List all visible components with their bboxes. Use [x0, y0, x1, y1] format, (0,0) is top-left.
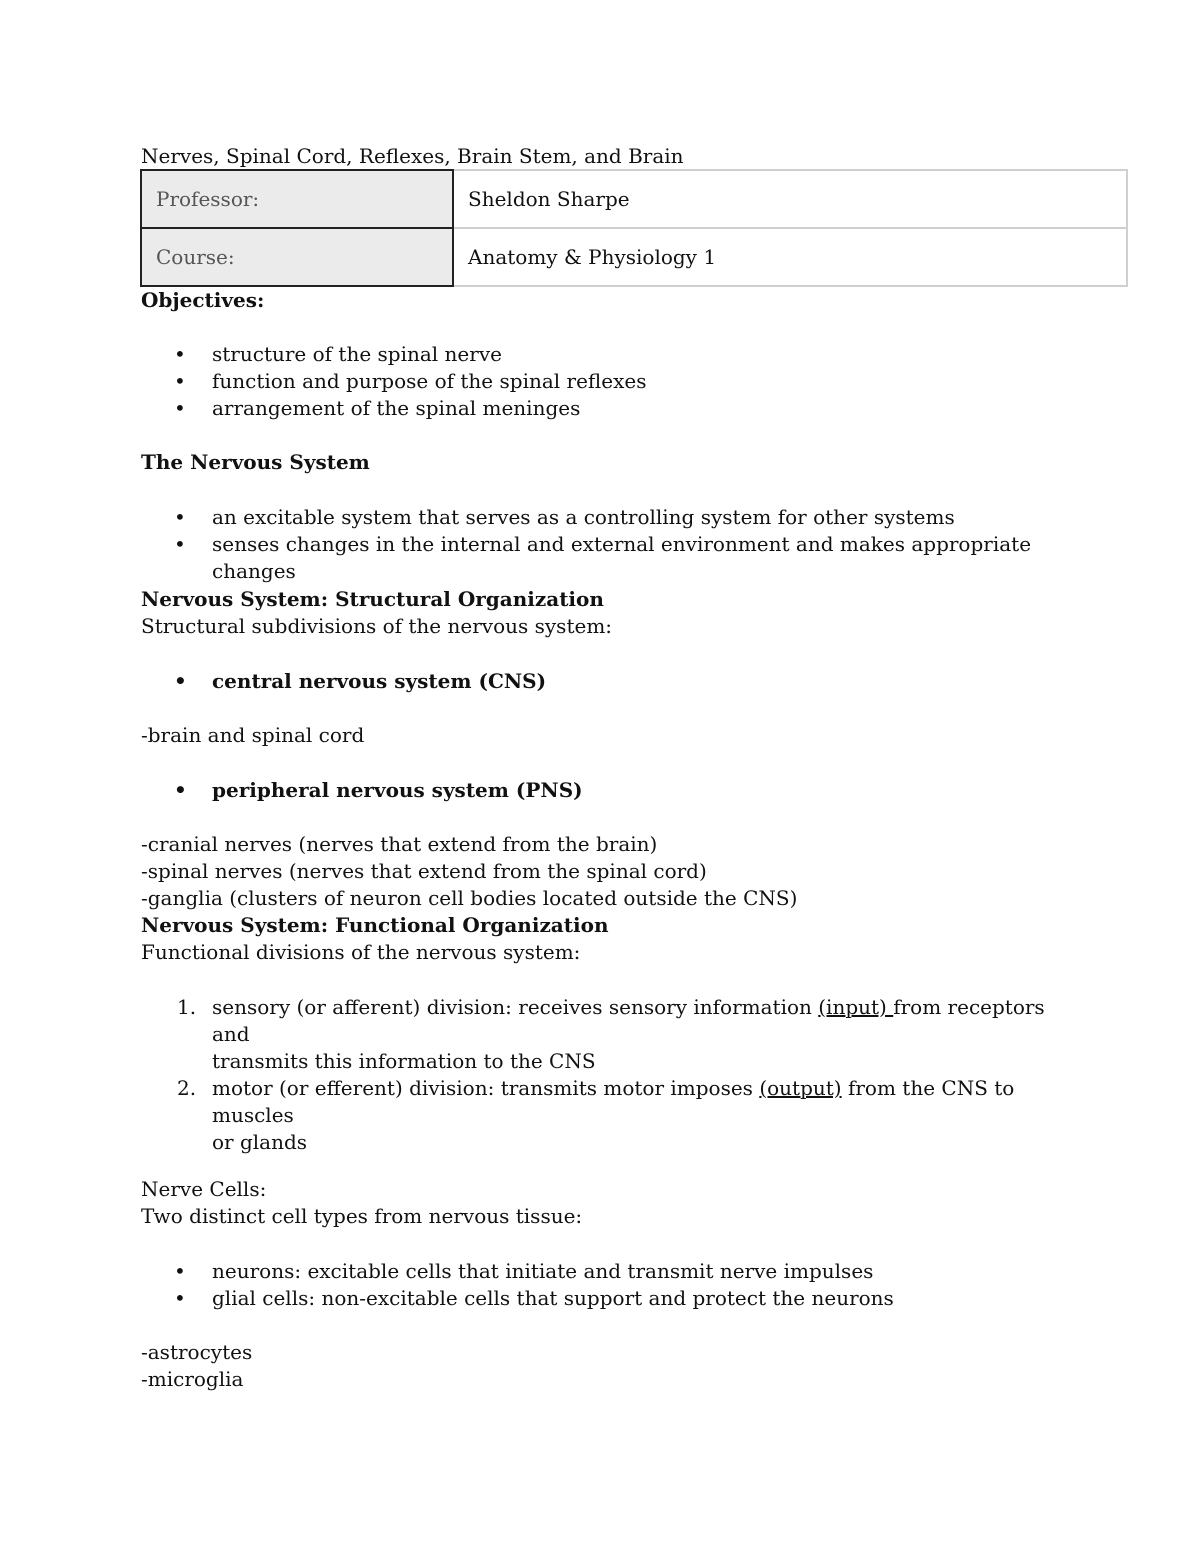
cns-detail: -brain and spinal cord: [141, 723, 365, 747]
list-item: [141, 395, 1061, 422]
pns-list: [141, 777, 1061, 804]
list-item-text: an excitable system that serves as a controlling system for other systems: [212, 505, 955, 529]
pns-label: peripheral nervous system (PNS): [212, 778, 583, 802]
bullet-icon: •: [174, 369, 186, 393]
glia-type: -microglia: [141, 1367, 244, 1391]
pns-detail: -cranial nerves (nerves that extend from the brain): [141, 832, 658, 856]
underlined-text: (output): [759, 1076, 842, 1100]
functional-list: [141, 994, 1061, 1156]
bullet-icon: •: [174, 532, 186, 556]
list-item-text: neurons: excitable cells that initiate and transmit nerve impulses: [212, 1259, 874, 1283]
document-title: Nerves, Spinal Cord, Reflexes, Brain Stem, and Brain: [141, 144, 684, 168]
course-value: Anatomy & Physiology 1: [453, 228, 1127, 286]
course-info-table: [140, 169, 1128, 287]
list-item-line: transmits this information to the CNS: [212, 1049, 596, 1073]
list-item: [141, 777, 1061, 804]
list-item-text: function and purpose of the spinal reflexes: [212, 369, 647, 393]
list-number: 1.: [177, 995, 197, 1019]
text-run: sensory (or afferent) division: receives sensory information: [212, 995, 819, 1019]
professor-label: Professor:: [141, 170, 453, 228]
pns-detail: -spinal nerves (nerves that extend from the spinal cord): [141, 859, 707, 883]
objectives-heading: Objectives:: [141, 288, 265, 312]
functional-heading: Nervous System: Functional Organization: [141, 913, 609, 937]
text-run: from receptors and: [212, 995, 1045, 1046]
professor-value: Sheldon Sharpe: [453, 170, 1127, 228]
cns-list: [141, 668, 1061, 695]
bullet-icon: •: [174, 1286, 186, 1310]
bullet-icon: •: [174, 669, 187, 693]
professor-row: [141, 170, 1127, 228]
bullet-icon: •: [174, 1259, 186, 1283]
list-item: [141, 341, 1061, 368]
functional-intro: Functional divisions of the nervous system:: [141, 940, 581, 964]
list-item: [141, 504, 1061, 531]
cns-label: central nervous system (CNS): [212, 669, 547, 693]
list-item-text: senses changes in the internal and external environment and makes appropriate changes: [212, 532, 1032, 583]
objectives-list: [141, 341, 1061, 422]
bullet-icon: •: [174, 396, 186, 420]
structural-heading: Nervous System: Structural Organization: [141, 587, 604, 611]
nerve-cells-heading: Nerve Cells:: [141, 1177, 267, 1201]
list-item: [141, 994, 1061, 1075]
course-label: Course:: [141, 228, 453, 286]
list-item-text: structure of the spinal nerve: [212, 342, 502, 366]
bullet-icon: •: [174, 342, 186, 366]
glia-type: -astrocytes: [141, 1340, 253, 1364]
structural-intro: Structural subdivisions of the nervous system:: [141, 614, 613, 638]
list-item: [141, 1075, 1061, 1156]
pns-detail: -ganglia (clusters of neuron cell bodies located outside the CNS): [141, 886, 798, 910]
list-item: [141, 531, 1061, 585]
nerve-cells-intro: Two distinct cell types from nervous tissue:: [141, 1204, 583, 1228]
underlined-text: (input): [818, 995, 894, 1019]
list-item-line: [212, 994, 1061, 1048]
list-number: 2.: [177, 1076, 197, 1100]
bullet-icon: •: [174, 505, 186, 529]
list-item-line: [212, 1075, 1061, 1129]
list-item: [141, 1285, 1061, 1312]
nervous-system-heading: The Nervous System: [141, 450, 370, 474]
list-item-text: glial cells: non-excitable cells that support and protect the neurons: [212, 1286, 894, 1310]
nerve-cells-list: [141, 1258, 1061, 1312]
list-item: [141, 368, 1061, 395]
course-row: [141, 228, 1127, 286]
list-item-line: or glands: [212, 1130, 308, 1154]
bullet-icon: •: [174, 778, 187, 802]
list-item: [141, 1258, 1061, 1285]
text-run: from the CNS to muscles: [212, 1076, 1015, 1127]
list-item-text: arrangement of the spinal meninges: [212, 396, 581, 420]
list-item: [141, 668, 1061, 695]
text-run: motor (or efferent) division: transmits motor imposes: [212, 1076, 760, 1100]
nervous-system-list: [141, 504, 1061, 585]
